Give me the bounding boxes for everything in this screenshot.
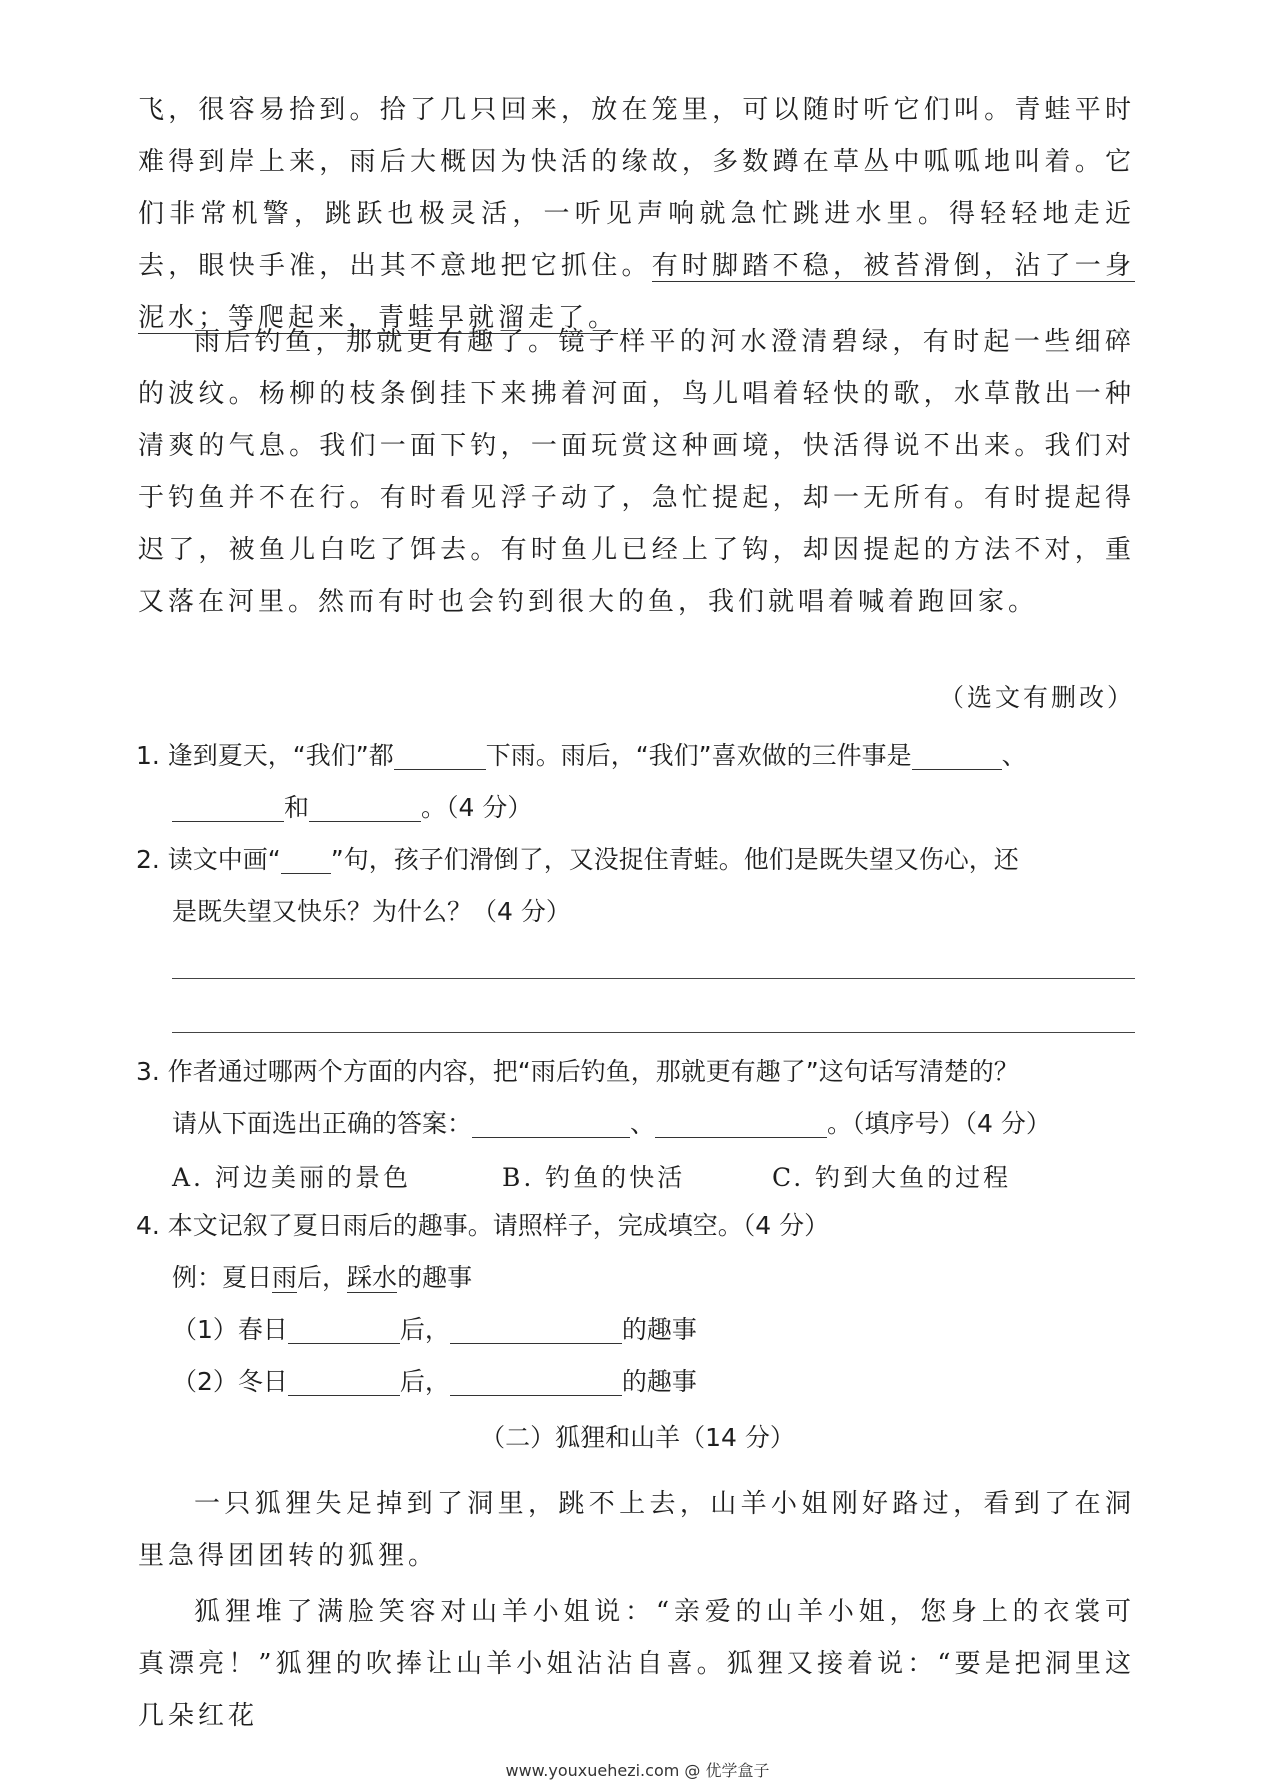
source-note: （选文有删改） [938, 683, 1135, 712]
question-1-cont: 和 。（4 分） [172, 782, 532, 834]
question-4: 4. 本文记叙了夏日雨后的趣事。请照样子，完成填空。（4 分） [136, 1211, 830, 1240]
question-3-cont: 请从下面选出正确的答案： 、 。（填序号）（4 分） [172, 1109, 1051, 1138]
answer-blank[interactable] [394, 739, 486, 770]
question-4-item-1: （1）春日 后， 的趣事 [172, 1315, 697, 1344]
underlined-sentence: 有时脚踏不稳，被苔滑倒，沾了一身泥水；等爬起来，青蛙早就溜走了。 [138, 251, 1135, 333]
option-c: C. 钓到大鱼的过程 [772, 1163, 1012, 1192]
passage-paragraph-1 [138, 84, 1135, 344]
question-2: 2. 读文中画“ ”句，孩子们滑倒了，又没捉住青蛙。他们是既失望又伤心，还 [136, 845, 1019, 874]
passage-paragraph-2: 雨后钓鱼，那就更有趣了。镜子样平的河水澄清碧绿，有时起一些细碎的波纹。杨柳的枝条倒挂下来拂着河面，鸟儿唱着轻快的歌，水草散出一种清爽的气息。我们一面下钓，一面玩赏这种画境，快活得说不出来。我们对于钓鱼并不在行。有时看见浮子动了，急忙提起，却一无所有。有时提起得迟了，被鱼儿白吃了饵去。有时鱼儿已经上了钩，却因提起的方法不对，重又落在河里。然而有时也会钓到很大的鱼，我们就唱着喊着跑回家。 [138, 327, 1135, 617]
answer-blank[interactable] [912, 739, 1002, 770]
option-b: B. 钓鱼的快活 [502, 1163, 686, 1192]
answer-blank[interactable] [288, 1313, 400, 1344]
underline-marker [281, 843, 331, 874]
answer-blank[interactable] [472, 1107, 630, 1138]
answer-blank[interactable] [450, 1365, 622, 1396]
answer-blank[interactable] [450, 1313, 622, 1344]
section-title: （二）狐狸和山羊（14 分） [480, 1423, 795, 1452]
footer-watermark: www.youxuehezi.com @ 优学盒子 [505, 1761, 770, 1780]
answer-blank[interactable] [309, 791, 421, 822]
answer-blank[interactable] [655, 1107, 827, 1138]
passage2-paragraph-1: 一只狐狸失足掉到了洞里，跳不上去，山羊小姐刚好路过，看到了在洞里急得团团转的狐狸。 [138, 1489, 1135, 1571]
question-4-example: 例：夏日雨后，踩水的趣事 [172, 1263, 473, 1292]
question-1: 1. 逢到夏天，“我们”都 下雨。雨后，“我们”喜欢做的三件事是 、 [136, 741, 1027, 770]
passage2-paragraph-2: 狐狸堆了满脸笑容对山羊小姐说：“亲爱的山羊小姐，您身上的衣裳可真漂亮！”狐狸的吹捧让山羊小姐沾沾自喜。狐狸又接着说：“要是把洞里这几朵红花 [138, 1597, 1135, 1731]
question-3: 3. 作者通过哪两个方面的内容，把“雨后钓鱼，那就更有趣了”这句话写清楚的？ [136, 1057, 1019, 1086]
answer-line[interactable] [172, 1032, 1135, 1033]
question-2-cont: 是既失望又快乐？为什么？（4 分） [172, 897, 571, 926]
answer-blank[interactable] [172, 791, 284, 822]
option-a: A. 河边美丽的景色 [172, 1163, 411, 1192]
answer-blank[interactable] [288, 1365, 400, 1396]
question-4-item-2: （2）冬日 后， 的趣事 [172, 1367, 697, 1396]
answer-line[interactable] [172, 978, 1135, 979]
passage-text: 飞，很容易拾到。拾了几只回来，放在笼里，可以随时听它们叫。青蛙平时难得到岸上来，雨后大概因为快活的缘故，多数蹲在草丛中呱呱地叫着。它们非常机警，跳跃也极灵活，一听见声响就急忙跳进水里。得轻轻地走近去，眼快手准，出其不意地把它抓住。 [138, 95, 1135, 281]
